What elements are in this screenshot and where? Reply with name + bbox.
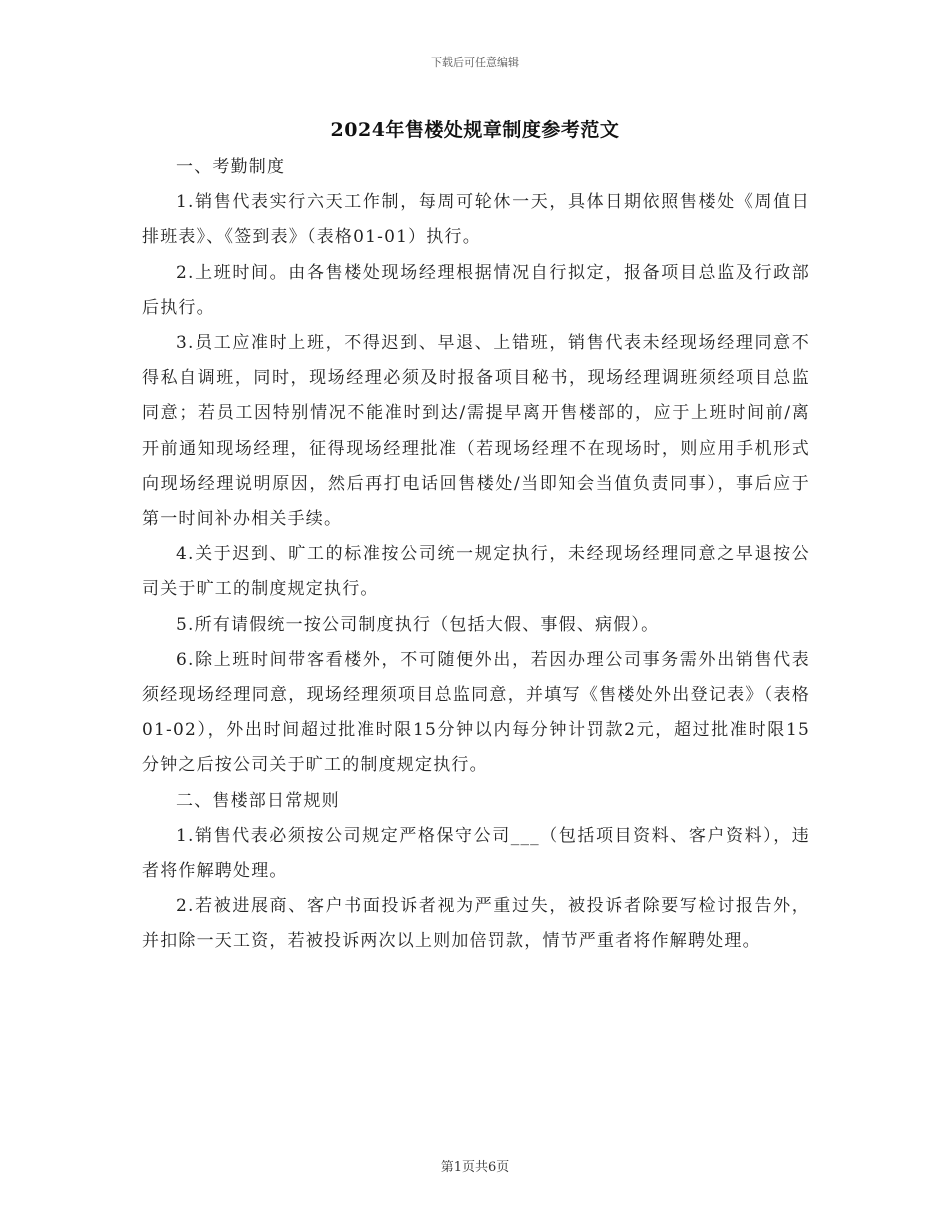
document-title: 2024年售楼处规章制度参考范文 — [330, 119, 620, 141]
section-heading-daily-rules: 二、售楼部日常规则 — [176, 790, 340, 811]
paragraph: 2.若被进展商、客户书面投诉者视为严重过失，被投诉者除要写检讨报告外，并扣除一天工资，若被投诉两次以上则加倍罚款，情节严重者将作解聘处理。 — [142, 896, 810, 952]
paragraph: 1.销售代表必须按公司规定严格保守公司___（包括项目资料、客户资料），违者将作解聘处理。 — [142, 825, 810, 882]
document-body — [142, 150, 810, 960]
paragraph: 3.员工应准时上班，不得迟到、早退、上错班，销售代表未经现场经理同意不得私自调班，同时，现场经理必须及时报备项目秘书，现场经理调班须经项目总监同意；若员工因特别情况不能准时到达/需提早离开售楼部的，应于上班时间前/离开前通知现场经理，征得现场经理批准（若现场经理不在现场时，则应用手机形式向现场经理说明原因，然后再打电话回售楼处/当即知会当值负责同事），事后应于第一时间补办相关手续。 — [142, 333, 810, 530]
paragraph: 4.关于迟到、旷工的标准按公司统一规定执行，未经现场经理同意之早退按公司关于旷工的制度规定执行。 — [142, 544, 810, 600]
paragraph: 5.所有请假统一按公司制度执行（包括大假、事假、病假）。 — [176, 614, 660, 635]
paragraph: 2.上班时间。由各售楼处现场经理根据情况自行拟定，报备项目总监及行政部后执行。 — [142, 262, 810, 318]
paragraph: 1.销售代表实行六天工作制，每周可轮休一天，具体日期依照售楼处《周值日排班表》、《签到表》（表格01-01）执行。 — [142, 192, 810, 248]
page-footer: 第1页共6页 — [440, 1160, 510, 1175]
paragraph: 6.除上班时间带客看楼外，不可随便外出，若因办理公司事务需外出销售代表须经现场经理同意，现场经理须项目总监同意，并填写《售楼处外出登记表》（表格01-02），外出时间超过批准时限15分钟以内每分钟计罚款2元，超过批准时限15分钟之后按公司关于旷工的制度规定执行。 — [142, 649, 810, 776]
page-header: 下载后可任意编辑 — [431, 56, 519, 69]
section-heading-attendance: 一、考勤制度 — [176, 157, 286, 177]
